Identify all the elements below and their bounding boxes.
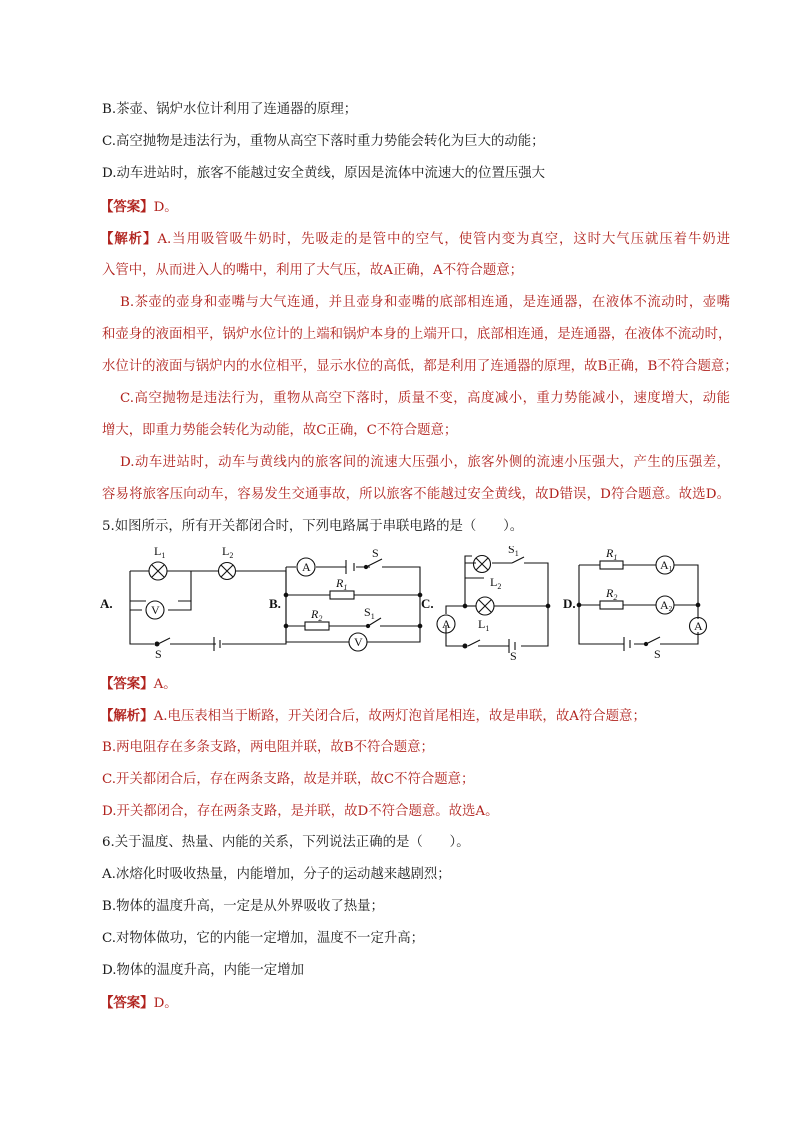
answer-tag: 【答案】 (100, 199, 154, 215)
label-a-b: A (302, 560, 311, 574)
label-l1-c: $L_1$ (478, 617, 490, 633)
label-l2-c: $L_2$ (490, 575, 502, 591)
q5-analysis-b: B.两电阻存在多条支路，两电阻并联，故B不符合题意； (102, 740, 434, 755)
analysis-text: A.电压表相当于断路，开关闭合后，故两灯泡首尾相连，故是串联，故A符合题意； (153, 709, 646, 724)
q4-analysis-b1: B.茶壶的壶身和壶嘴与大气连通，并且壶身和壶嘴的底部相连通，是连通器，在液体不流动时，壶嘴 (120, 295, 730, 310)
label-s-d: S (654, 647, 661, 661)
q6-option-a: A.冰熔化时吸收热量，内能增加，分子的运动越来越剧烈； (102, 867, 451, 882)
circuit-d (579, 565, 698, 651)
q4-option-d: D.动车进站时，旅客不能越过安全黄线，原因是流体中流速大的位置压强大 (102, 166, 546, 181)
q5-analysis-c: C.开关都闭合后，存在两条支路，故是并联，故C不符合题意； (102, 772, 475, 787)
q4-analysis-c1: C.高空抛物是违法行为，重物从高空下落时，质量不变，高度减小，重力势能减小，速度增大，动能 (120, 391, 730, 406)
switch-pivot-icon (155, 642, 159, 646)
q4-analysis-b3: 水位计的液面与锅炉内的水位相平，显示水位的高低，都是利用了连通器的原理，故B正确，B不符合题意； (102, 359, 738, 374)
label-r2-d: $R_2$ (606, 586, 618, 602)
circuit-c (446, 556, 548, 653)
label-s-a: S (155, 647, 162, 661)
option-label-b: B. (269, 596, 281, 611)
label-s-b: S (372, 546, 379, 560)
q4-analysis-c2: 增大，即重力势能会转化为动能，故C正确，C不符合题意； (102, 423, 458, 438)
label-s-c: S (510, 649, 517, 663)
q5-analysis-d: D.开关都闭合，存在两条支路，是并联，故D不符合题意。故选A。 (102, 804, 499, 819)
q6-stem: 6.关于温度、热量、内能的关系，下列说法正确的是（ ）。 (102, 835, 470, 850)
q5-stem: 5.如图所示，所有开关都闭合时，下列电路属于串联电路的是（ ）。 (102, 519, 524, 534)
option-label-c: C. (421, 596, 434, 611)
option-label-a: A. (100, 596, 113, 611)
q4-analysis-d1: D.动车进站时，动车与黄线内的旅客间的流速大压强小，旅客外侧的流速小压强大，产生的压强差， (120, 455, 730, 470)
label-s1-b: $S_1$ (364, 605, 375, 621)
answer-value: A。 (153, 677, 177, 692)
label-a-c: A (442, 617, 451, 631)
circuit-figure (98, 546, 738, 664)
q6-option-d: D.物体的温度升高，内能一定增加 (102, 963, 304, 978)
label-a-d: A (694, 619, 703, 633)
analysis-tag: 【解析】 (100, 231, 158, 247)
resistor-r1-d-icon (600, 561, 623, 569)
label-r1-b: $R_1$ (336, 576, 348, 592)
q4-analysis-d2: 容易将旅客压向动车，容易发生交通事故，所以旅客不能越过安全黄线，故D错误，D符合题意。故选D。 (102, 487, 730, 502)
label-l1: $L_1$ (154, 546, 166, 560)
q5-answer (100, 674, 728, 695)
q4-analysis-a1 (100, 229, 730, 250)
q4-analysis-a2: 入管中，从而进入人的嘴中，利用了大气压，故A正确，A不符合题意； (102, 263, 524, 278)
option-label-d: D. (563, 596, 576, 611)
resistor-r2-icon (305, 622, 329, 630)
analysis-tag: 【解析】 (100, 708, 154, 724)
q6-answer (100, 993, 728, 1014)
answer-value: D。 (153, 996, 178, 1011)
q6-option-b: B.物体的温度升高，一定是从外界吸收了热量； (102, 899, 384, 914)
label-a1-d: A1 (660, 558, 673, 573)
label-r1-d: $R_1$ (606, 546, 618, 562)
label-s1-c: $S_1$ (508, 546, 519, 558)
analysis-text: A.当用吸管吸牛奶时，先吸走的是管中的空气，使管内变为真空，这时大气压就压着牛奶进 (157, 232, 730, 247)
resistor-r1-icon (330, 591, 354, 599)
label-v-a: V (151, 603, 160, 617)
q4-option-b: B.茶壶、锅炉水位计利用了连通器的原理； (102, 102, 358, 117)
answer-tag: 【答案】 (100, 995, 154, 1011)
q4-option-c: C.高空抛物是违法行为，重物从高空下落时重力势能会转化为巨大的动能； (102, 134, 545, 149)
q4-analysis-b2: 和壶身的液面相平，锅炉水位计的上端和锅炉本身的上端开口，底部相连通，是连通器，在液体不流动时， (102, 327, 732, 342)
q6-option-c: C.对物体做功，它的内能一定增加，温度不一定升高； (102, 931, 425, 946)
resistor-r2-d-icon (600, 601, 623, 609)
answer-value: D。 (153, 200, 178, 215)
q5-circuit-diagrams (98, 546, 738, 664)
label-a2-d: A2 (660, 598, 673, 613)
answer-tag: 【答案】 (100, 676, 154, 692)
label-v-b: V (354, 635, 363, 649)
label-r2-b: $R_2$ (311, 607, 323, 623)
q5-analysis-a (100, 706, 728, 727)
q4-answer (100, 197, 728, 218)
label-l2: $L_2$ (222, 546, 234, 560)
